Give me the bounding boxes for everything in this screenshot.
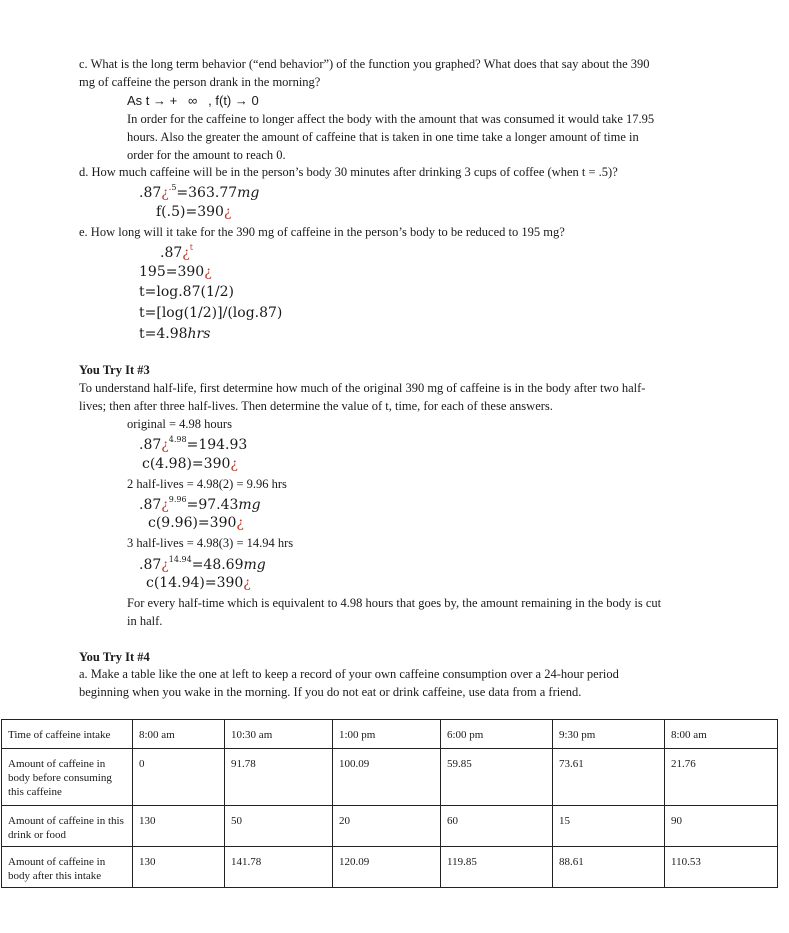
table-cell: 141.78: [225, 847, 333, 888]
table-cell: 100.09: [333, 749, 441, 806]
eq-rest: =194.93: [186, 437, 248, 453]
table-cell: 91.78: [225, 749, 333, 806]
part-d-question: d. How much caffeine will be in the person’s body 30 minutes after drinking 3 cups of coffee (when t = .5)?: [79, 165, 618, 179]
eq-rest: =48.69: [191, 557, 244, 573]
try3-two-eq2: [148, 515, 244, 531]
part-e-equation-1: [160, 245, 193, 261]
try3-original-eq2: [142, 456, 238, 472]
eq-text: 195=390: [139, 264, 205, 280]
table-cell: 90: [665, 806, 778, 847]
part-c-question-line2: mg of caffeine the person drank in the morning?: [79, 75, 321, 89]
table-cell: 1:00 pm: [333, 720, 441, 749]
eq-exponent: 14.94: [168, 555, 192, 564]
try3-original: original = 4.98 hours: [127, 417, 232, 431]
eq-unit: mg: [238, 497, 261, 513]
missing-glyph: ¿: [161, 557, 169, 573]
part-e-equation-2: [139, 264, 212, 280]
part-e-question: e. How long will it take for the 390 mg of caffeine in the person’s body to be reduced to 195 mg?: [79, 225, 565, 239]
table-cell: 60: [441, 806, 553, 847]
missing-glyph: ¿: [161, 497, 169, 513]
part-e-equation-3: t=log.87(1/2): [139, 284, 234, 300]
part-c-limit: As t → + ∞ , f(t) → 0: [127, 93, 259, 108]
table-cell: 0: [133, 749, 225, 806]
table-cell: 50: [225, 806, 333, 847]
table-cell: 88.61: [553, 847, 665, 888]
table-cell: 130: [133, 847, 225, 888]
table-cell: 130: [133, 806, 225, 847]
part-c-answer-line2: hours. Also the greater the amount of caffeine that is taken in one time take a longer amount of time in: [127, 130, 639, 144]
eq-exponent: 9.96: [168, 495, 187, 504]
eq-base: .87: [139, 497, 162, 513]
part-e-equation-4: t=[log(1/2)]/(log.87): [139, 305, 283, 321]
missing-glyph: ¿: [204, 264, 212, 280]
eq-rest: =97.43: [186, 497, 239, 513]
table-cell: 8:00 am: [133, 720, 225, 749]
try3-conclusion-line2: in half.: [127, 614, 163, 628]
missing-glyph: ¿: [236, 515, 244, 531]
table-cell: 9:30 pm: [553, 720, 665, 749]
missing-glyph: ¿: [230, 456, 238, 472]
row-label: Amount of caffeine in body after this intake: [2, 847, 133, 888]
table-cell: 20: [333, 806, 441, 847]
try3-two-eq1: [139, 497, 261, 513]
try3-conclusion-line1: For every half-time which is equivalent to 4.98 hours that goes by, the amount remaining in the body is cut: [127, 596, 662, 610]
table-cell: 73.61: [553, 749, 665, 806]
table-cell: 119.85: [441, 847, 553, 888]
eq-exponent: 4.98: [168, 435, 187, 444]
eq-exponent: t: [189, 243, 193, 252]
part-e-equation-5: [139, 326, 210, 342]
eq-unit: mg: [243, 557, 266, 573]
try3-intro-line2: lives; then after three half-lives. Then determine the value of t, time, for each of these answers.: [79, 399, 553, 413]
eq-base: .87: [160, 245, 183, 261]
try4-intro-line1: a. Make a table like the one at left to keep a record of your own caffeine consumption over a 24-hour period: [79, 667, 619, 681]
eq-text: t=4.98: [139, 326, 188, 342]
try4-intro-line2: beginning when you wake in the morning. If you do not eat or drink caffeine, use data from a friend.: [79, 685, 582, 699]
row-label: Amount of caffeine in body before consuming this caffeine: [2, 749, 133, 806]
table-cell: 8:00 am: [665, 720, 778, 749]
missing-glyph: ¿: [161, 437, 169, 453]
table-row: [2, 749, 778, 806]
part-c-answer-line1: In order for the caffeine to longer affect the body with the amount that was consumed it would take 17.95: [127, 112, 655, 126]
eq-text: c(9.96)=390: [148, 515, 237, 531]
eq-base: .87: [139, 437, 162, 453]
table-row: [2, 847, 778, 888]
table-cell: 59.85: [441, 749, 553, 806]
caffeine-intake-table: [1, 719, 778, 888]
part-d-equation-1: [139, 185, 259, 201]
table-row: [2, 720, 778, 749]
eq-base: .87: [139, 557, 162, 573]
eq-text: c(14.94)=390: [146, 575, 244, 591]
eq-unit: mg: [237, 185, 260, 201]
try3-original-eq1: [139, 437, 247, 453]
part-d-equation-2: [156, 204, 231, 220]
table-row: [2, 806, 778, 847]
table-cell: 21.76: [665, 749, 778, 806]
try3-three-half-lives: 3 half-lives = 4.98(3) = 14.94 hrs: [127, 536, 294, 550]
table-cell: 6:00 pm: [441, 720, 553, 749]
row-label: Time of caffeine intake: [2, 720, 133, 749]
table-cell: 10:30 am: [225, 720, 333, 749]
eq-unit: hrs: [187, 326, 211, 342]
table-cell: 110.53: [665, 847, 778, 888]
part-c-answer-line3: order for the amount to reach 0.: [127, 148, 286, 162]
eq-base: .87: [139, 185, 162, 201]
try3-two-half-lives: 2 half-lives = 4.98(2) = 9.96 hrs: [127, 477, 287, 491]
row-label: Amount of caffeine in this drink or food: [2, 806, 133, 847]
try4-heading: You Try It #4: [79, 650, 150, 664]
try3-intro-line1: To understand half-life, first determine how much of the original 390 mg of caffeine is in the body after two half-: [79, 381, 646, 395]
eq-text: c(4.98)=390: [142, 456, 231, 472]
try3-three-eq1: [139, 557, 266, 573]
missing-glyph: ¿: [243, 575, 251, 591]
table-cell: 15: [553, 806, 665, 847]
part-c-question-line1: c. What is the long term behavior (“end behavior”) of the function you graphed? What does that say about the 390: [79, 57, 650, 71]
eq-rest: =363.77: [176, 185, 238, 201]
missing-glyph: ¿: [182, 245, 190, 261]
missing-glyph: ¿: [161, 185, 169, 201]
try3-heading: You Try It #3: [79, 363, 150, 377]
try3-three-eq2: [146, 575, 251, 591]
table-cell: 120.09: [333, 847, 441, 888]
eq-text: f(.5)=390: [156, 204, 224, 220]
eq-exponent: .5: [168, 183, 177, 192]
missing-glyph: ¿: [223, 204, 232, 220]
